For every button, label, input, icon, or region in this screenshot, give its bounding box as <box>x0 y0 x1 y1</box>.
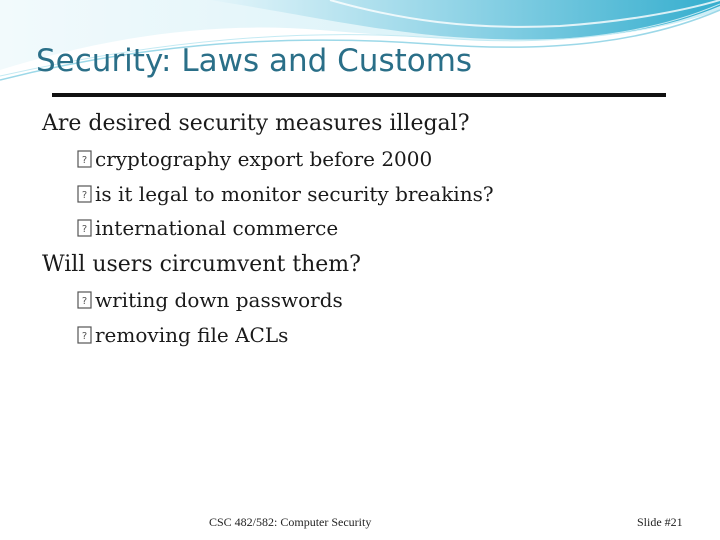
list-item-label: international commerce <box>95 216 339 240</box>
section-heading-circumvent: Will users circumvent them? <box>42 252 361 277</box>
list-item-label: is it legal to monitor security breakins? <box>95 182 494 206</box>
list-item <box>42 290 692 310</box>
title-underline <box>52 93 666 97</box>
svg-text:?: ? <box>81 155 88 166</box>
svg-text:?: ? <box>81 331 88 342</box>
list-item <box>42 218 692 238</box>
slide-body <box>42 113 692 345</box>
svg-text:?: ? <box>81 190 88 201</box>
list-item-label: writing down passwords <box>95 288 343 312</box>
list-item-label: cryptography export before 2000 <box>95 147 433 171</box>
svg-text:?: ? <box>81 224 88 235</box>
missing-glyph-bullet-icon <box>76 219 94 237</box>
footer-course: CSC 482/582: Computer Security <box>209 515 372 529</box>
list-item <box>42 325 692 345</box>
missing-glyph-bullet-icon <box>76 150 94 168</box>
list-item-label: removing file ACLs <box>95 323 289 347</box>
svg-text:?: ? <box>81 296 88 307</box>
list-item <box>42 184 692 204</box>
section-heading-illegal: Are desired security measures illegal? <box>42 111 470 136</box>
slide-title: Security: Laws and Customs <box>36 43 473 79</box>
missing-glyph-bullet-icon <box>76 185 94 203</box>
list-item <box>42 149 692 169</box>
missing-glyph-bullet-icon <box>76 326 94 344</box>
footer-slide-number: Slide #21 <box>637 515 683 529</box>
missing-glyph-bullet-icon <box>76 291 94 309</box>
